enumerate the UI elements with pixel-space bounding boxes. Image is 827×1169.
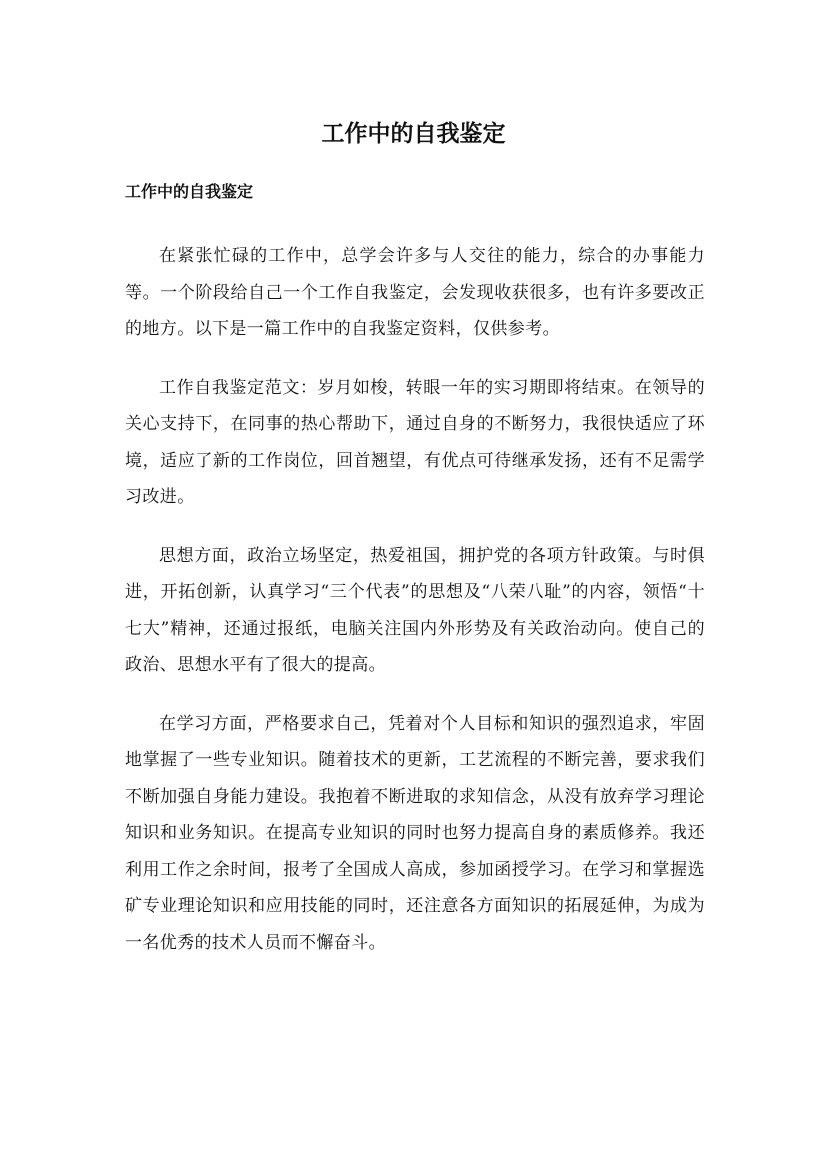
section-heading: 工作中的自我鉴定 (125, 182, 254, 201)
paragraph-summary: 工作自我鉴定范文：岁月如梭，转眼一年的实习期即将结束。在领导的关心支持下，在同事的热心帮助下，通过自身的不断努力，我很快适应了环境，适应了新的工作岗位，回首翘望，有优点可待继承发扬，还有不足需学习改进。 (125, 377, 705, 507)
document-title: 工作中的自我鉴定 (321, 121, 506, 147)
paragraph-study: 在学习方面，严格要求自己，凭着对个人目标和知识的强烈追求，牢固地掌握了一些专业知识。随着技术的更新，工艺流程的不断完善，要求我们不断加强自身能力建设。我抱着不断进取的求知信念，从没有放弃学习理论知识和业务知识。在提高专业知识的同时也努力提高自身的素质修养。我还利用工作之余时间，报考了全国成人高成，参加函授学习。在学习和掌握选矿专业理论知识和应用技能的同时，还注意各方面知识的拓展延伸，为成为一名优秀的技术人员而不懈奋斗。 (125, 713, 705, 953)
paragraph-ideology: 思想方面，政治立场坚定，热爱祖国，拥护党的各项方针政策。与时俱进，开拓创新，认真学习“三个代表”的思想及“八荣八耻”的内容，领悟“十七大”精神，还通过报纸，电脑关注国内外形势及有关政治动向。使自己的政治、思想水平有了很大的提高。 (125, 545, 705, 675)
document-body (125, 238, 705, 983)
paragraph-intro: 在紧张忙碌的工作中，总学会许多与人交往的能力，综合的办事能力等。一个阶段给自己一个工作自我鉴定，会发现收获很多，也有许多要改正的地方。以下是一篇工作中的自我鉴定资料，仅供参考。 (125, 246, 705, 339)
